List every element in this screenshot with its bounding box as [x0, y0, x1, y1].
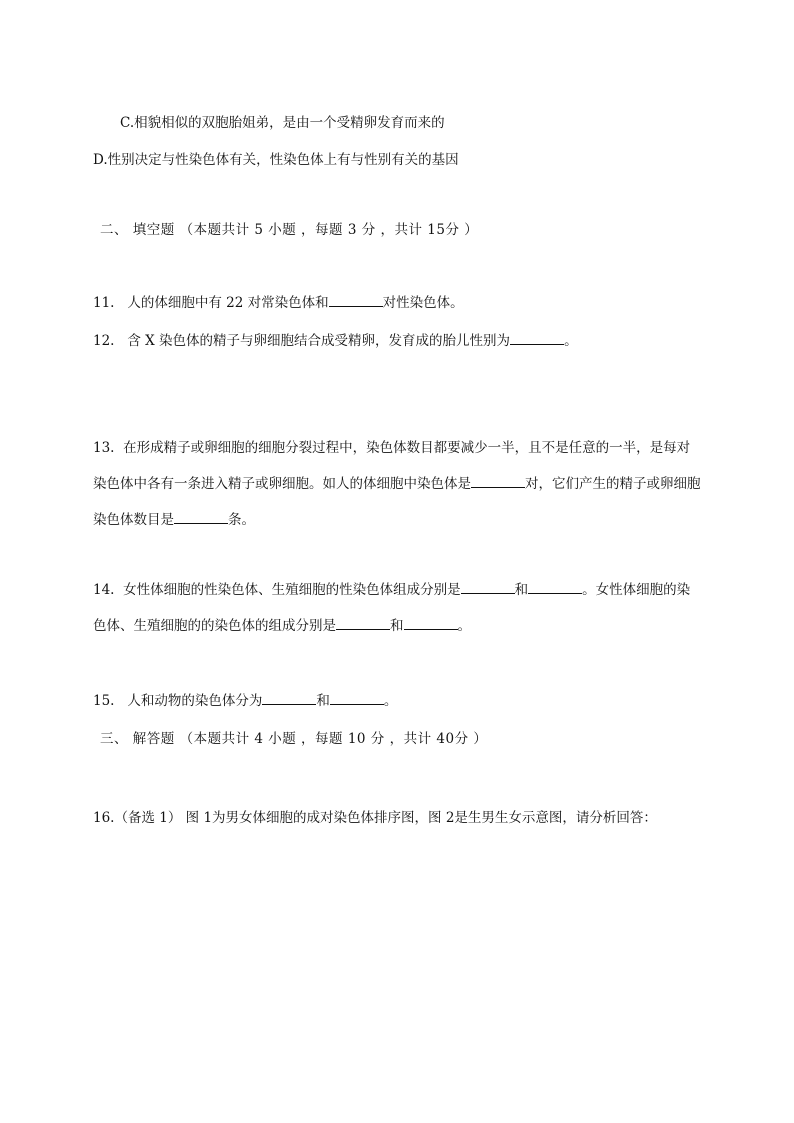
- question-13: [93, 430, 703, 538]
- question-text: 女性体细胞的性染色体、生殖细胞的性染色体组成分别是: [123, 582, 461, 598]
- question-text: 。女性体细胞的染色体、生殖细胞的的染色体的组成分别是: [93, 582, 691, 634]
- question-text: 和: [316, 693, 330, 709]
- answer-blank[interactable]: [404, 615, 458, 630]
- question-text: 对性染色体。: [382, 295, 464, 311]
- answer-blank[interactable]: [329, 292, 383, 307]
- question-text: 含 X 染色体的精子与卵细胞结合成受精卵，发育成的胎儿性别为: [127, 333, 511, 349]
- question-12: [93, 330, 578, 351]
- option-c: C.相貌相似的双胞胎姐弟，是由一个受精卵发育而来的: [120, 115, 445, 131]
- question-text: 。: [564, 333, 578, 349]
- question-text: 人和动物的染色体分为: [127, 693, 263, 709]
- option-d: D.性别决定与性染色体有关，性染色体上有与性别有关的基因: [93, 152, 459, 168]
- question-text: 人的体细胞中有 22 对常染色体和: [127, 295, 329, 311]
- answer-blank[interactable]: [330, 690, 384, 705]
- question-number: 14.: [93, 582, 115, 598]
- question-text: 。: [457, 618, 471, 634]
- question-text: 在形成精子或卵细胞的细胞分裂过程中，染色体数目都要减少一半，且不是任意的一半，是每对染色体中各有一条进入精子或卵细胞。如人的体细胞中染色体是: [93, 440, 691, 492]
- question-11: [93, 292, 464, 313]
- question-number: 11.: [93, 295, 115, 311]
- question-number: 15.: [93, 693, 115, 709]
- question-text: 和: [390, 618, 404, 634]
- answer-blank[interactable]: [262, 690, 316, 705]
- question-number: 13.: [93, 440, 115, 456]
- question-text: 。: [383, 693, 398, 709]
- answer-blank[interactable]: [471, 473, 525, 488]
- question-text: 对，它们产生的精子或卵细胞染色体数目是: [93, 476, 701, 528]
- answer-blank[interactable]: [528, 579, 582, 594]
- answer-blank[interactable]: [510, 330, 564, 345]
- question-14: [93, 572, 703, 644]
- question-number: 16.: [93, 810, 115, 826]
- question-text: 和: [514, 582, 529, 598]
- question-16: [93, 808, 657, 828]
- question-text: （备选 1） 图 1为男女体细胞的成对染色体排序图，图 2是生男生女示意图，请分析回答：: [114, 810, 657, 826]
- question-number: 12.: [93, 333, 115, 349]
- question-text: 条。: [228, 512, 255, 528]
- answer-blank[interactable]: [174, 509, 228, 524]
- section-2-title: 二、 填空题 （本题共计 5 小题 ，每题 3 分 ，共计 15分 ）: [100, 222, 479, 238]
- question-15: [93, 690, 397, 711]
- answer-blank[interactable]: [461, 579, 515, 594]
- section-3-title: 三、 解答题 （本题共计 4 小题 ，每题 10 分 ，共计 40分 ）: [100, 731, 488, 747]
- answer-blank[interactable]: [336, 615, 390, 630]
